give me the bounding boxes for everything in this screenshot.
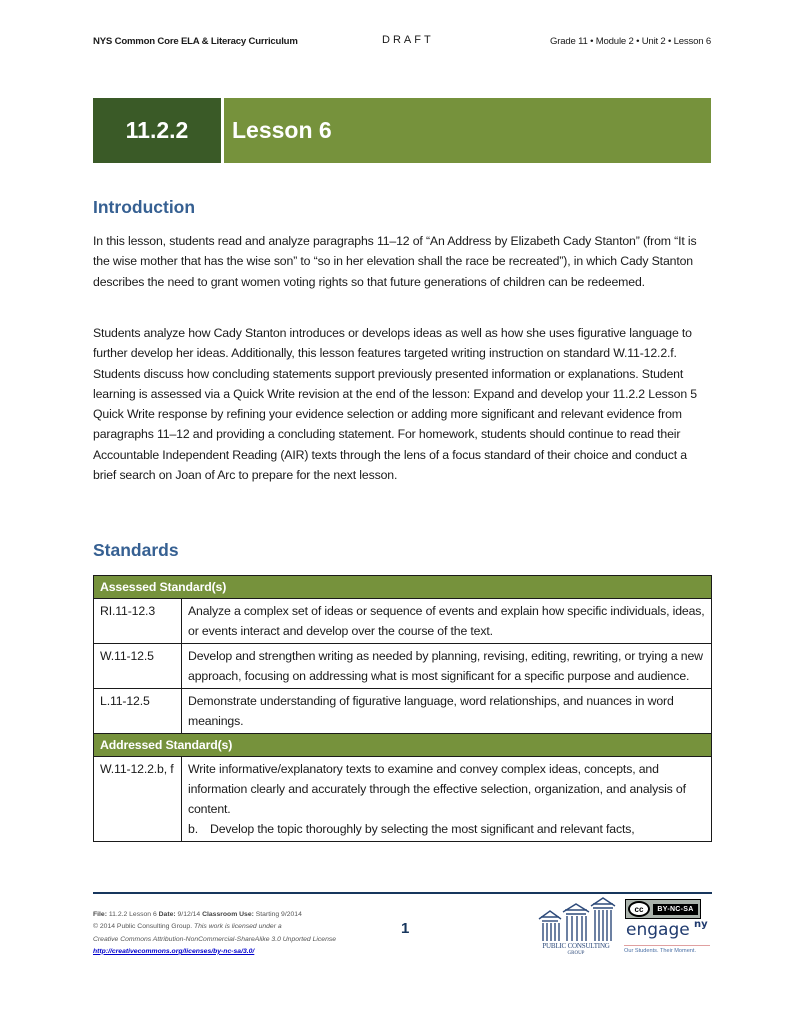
file-value: 11.2.2 Lesson 6 bbox=[108, 911, 157, 918]
table-group-header bbox=[94, 576, 712, 599]
standard-text-cell bbox=[182, 757, 712, 842]
pcg-columns-icon bbox=[535, 897, 617, 943]
footer-divider bbox=[93, 892, 712, 894]
license-line bbox=[93, 934, 393, 946]
draft-label: DRAFT bbox=[382, 34, 434, 46]
lesson-title: Lesson 6 bbox=[224, 98, 711, 163]
lesson-banner bbox=[93, 98, 711, 163]
introduction-paragraph-1: In this lesson, students read and analyze paragraphs 11–12 of “An Address by Elizabeth Cady Stanton” (from “It is the wise mother that has the wise son” to “so in her elevation shall the race be recreated”), in which Cady Stanton describes the need to grant women voting rights so that future generations of children can be redeemed. bbox=[93, 234, 697, 289]
standards-heading: Standards bbox=[93, 540, 179, 560]
date-value: 9/12/14 bbox=[177, 911, 201, 918]
standard-code: W.11-12.5 bbox=[94, 644, 182, 689]
addressed-standards-label: Addressed Standard(s) bbox=[94, 734, 712, 757]
standard-code: L.11-12.5 bbox=[94, 689, 182, 734]
license-url-line bbox=[93, 946, 393, 958]
table-row bbox=[94, 757, 712, 842]
engage-tagline: Our Students. Their Moment. bbox=[624, 948, 697, 954]
standard-text: Write informative/explanatory texts to examine and convey complex ideas, concepts, and information clearly and accurately through the effective selection, organization, and analysis of content. bbox=[188, 762, 686, 816]
standard-text: Develop and strengthen writing as needed by planning, revising, editing, rewriting, or trying a new approach, focusing on addressing what is most significant for a specific purpose and audience. bbox=[182, 644, 712, 689]
pcg-label: PUBLIC CONSULTING bbox=[542, 942, 610, 950]
footer-info bbox=[93, 909, 393, 958]
sub-item-text: Develop the topic thoroughly by selecting the most significant and relevant facts, bbox=[210, 822, 635, 836]
table-group-header bbox=[94, 734, 712, 757]
standard-code: W.11-12.2.b, f bbox=[94, 757, 182, 842]
engage-divider bbox=[624, 945, 710, 946]
curriculum-title: NYS Common Core ELA & Literacy Curriculum bbox=[93, 36, 298, 47]
copyright-line bbox=[93, 921, 393, 933]
cc-icon: cc bbox=[628, 901, 650, 917]
date-label: Date: bbox=[158, 911, 176, 918]
table-row bbox=[94, 689, 712, 734]
table-row bbox=[94, 644, 712, 689]
engageny-logo bbox=[624, 920, 714, 960]
introduction-heading: Introduction bbox=[93, 197, 196, 217]
copyright-text: © 2014 Public Consulting Group. bbox=[93, 923, 193, 931]
page-header bbox=[93, 34, 711, 50]
standard-text: Analyze a complex set of ideas or sequence of events and explain how specific individuals, ideas, or events interact and develop over the course of the text. bbox=[182, 599, 712, 644]
classroom-use-value: Starting 9/2014 bbox=[255, 911, 302, 918]
assessed-standards-label: Assessed Standard(s) bbox=[94, 576, 712, 599]
pcg-sub-label: GROUP bbox=[567, 951, 585, 956]
standard-sub-item bbox=[188, 819, 705, 839]
cc-license-badge[interactable] bbox=[625, 899, 701, 919]
pcg-logo bbox=[535, 897, 617, 959]
standard-text: Demonstrate understanding of figurative language, word relationships, and nuances in word meanings. bbox=[182, 689, 712, 734]
cc-badge-text: BY-NC-SA bbox=[653, 904, 698, 915]
license-name: Creative Commons Attribution-NonCommercial-ShareAlike 3.0 Unported License bbox=[93, 935, 337, 943]
lesson-number: 11.2.2 bbox=[93, 98, 221, 163]
classroom-use-label: Classroom Use: bbox=[202, 911, 254, 918]
standard-code: RI.11-12.3 bbox=[94, 599, 182, 644]
introduction-paragraph-2: Students analyze how Cady Stanton introduces or develops ideas as well as how she uses figurative language to further develop her ideas. Additionally, this lesson features targeted writing instruction on standard W.11-12.2.f. Students discuss how concluding statements support previously presented information or explanations. Student learning is assessed via a Quick Write revision at the end of the lesson: Expand and develop your 11.2.2 Lesson 5 Quick Write response by refining your evidence selection or adding more significant and relevant evidence from paragraphs 11–12 and providing a concluding statement. For homework, students should continue to read their Accountable Independent Reading (AIR) texts through the lens of a focus standard of their choice and conduct a brief search on Joan of Arc to prepare for the next lesson. bbox=[93, 326, 697, 483]
file-label: File: bbox=[93, 911, 107, 918]
license-link[interactable]: http://creativecommons.org/licenses/by-nc-sa/3.0/ bbox=[93, 947, 255, 955]
standards-table bbox=[93, 575, 712, 842]
license-intro: This work is licensed under a bbox=[193, 923, 282, 931]
grade-breadcrumb: Grade 11 • Module 2 • Unit 2 • Lesson 6 bbox=[549, 36, 711, 47]
engage-wordmark: engage bbox=[626, 920, 690, 940]
table-row bbox=[94, 599, 712, 644]
page-number: 1 bbox=[401, 920, 410, 937]
file-line bbox=[93, 909, 393, 921]
sub-item-letter: b. bbox=[188, 822, 198, 836]
engage-superscript: ny bbox=[694, 919, 708, 930]
